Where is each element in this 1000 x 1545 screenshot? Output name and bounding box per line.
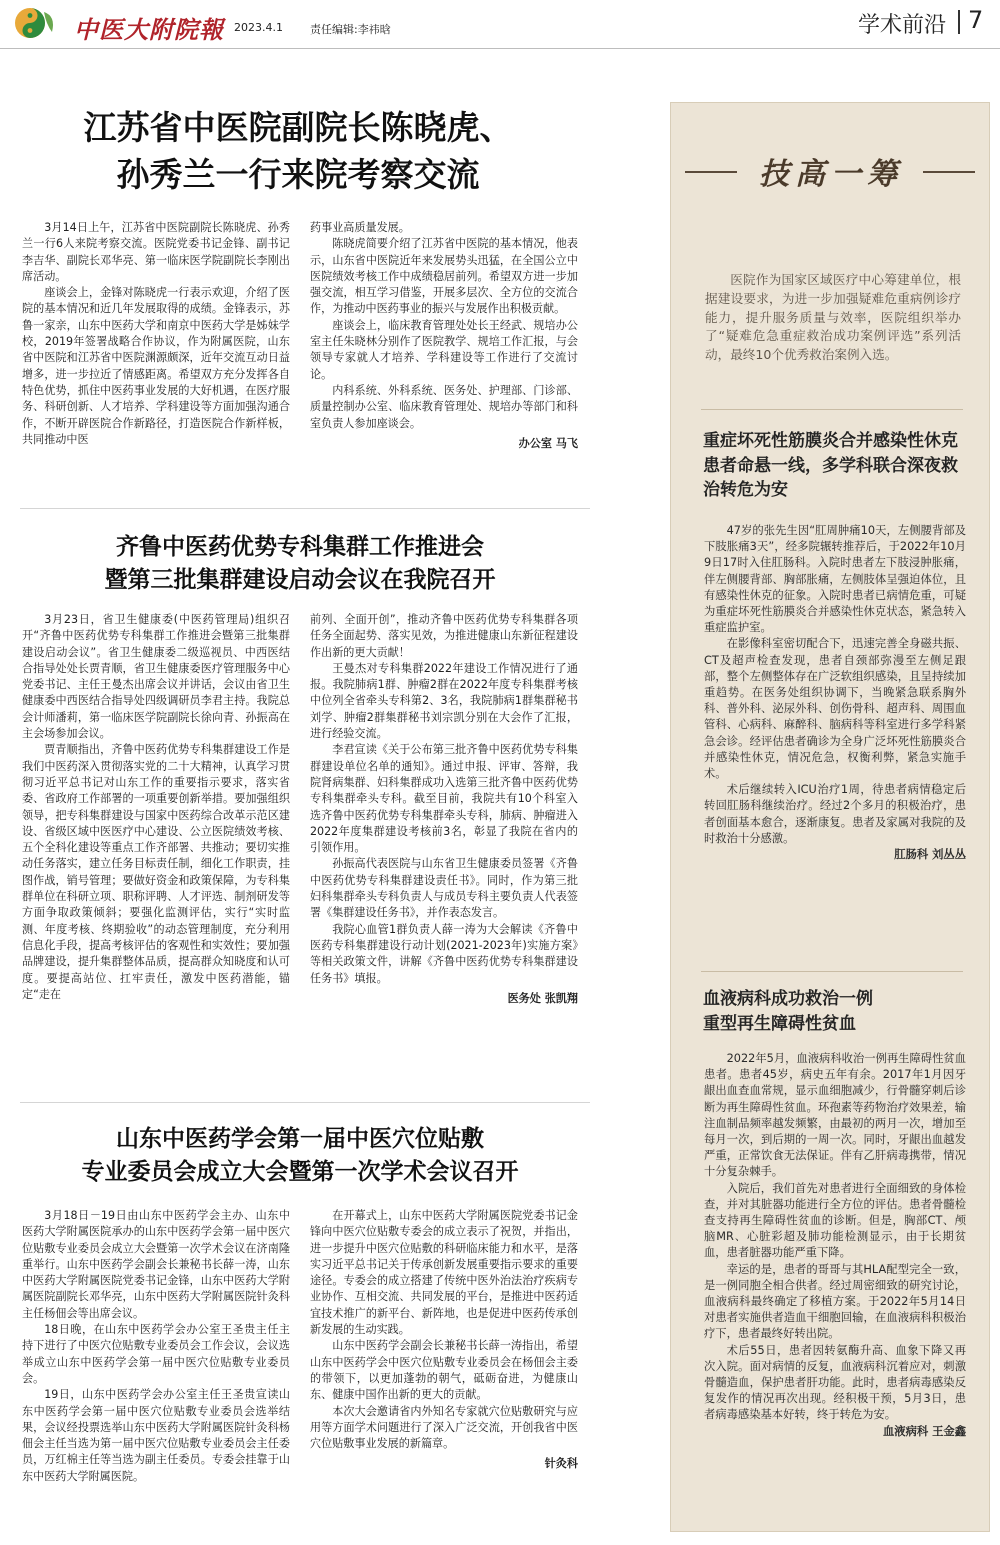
paragraph: 18日晚，在山东中医药学会办公室王圣贵主任主持下进行了中医穴位贴敷专业委员会工作会议，会议选举成立山东中医药学会第一届中医穴位贴敷专业委员会。 — [22, 1323, 290, 1385]
article2-byline: 医务处 张凯翔 — [507, 991, 578, 1005]
article1-column1 — [22, 220, 290, 448]
story2-headline-line1: 血液病科成功救治一例 — [703, 989, 873, 1009]
paragraph: 47岁的张先生因“肛周肿痛10天，左侧腰背部及下肢胀痛3天”，经多院辗转推荐后，于2022年10月9日17时入住肛肠科。入院时患者左下肢浸肿胀痛，伴左侧腰背部、胸部胀痛，左侧肢体呈强迫体位，且有感染性休克的征象。入院时患者已病情危重，可疑为重症坏死性筋膜炎合并感染性休克状态，紧急转入重症监护室。 — [704, 524, 966, 635]
paragraph: 3月23日，省卫生健康委(中医药管理局)组织召开“齐鲁中医药优势专科集群工作推进会暨第三批集群建设启动会议”。省卫生健康委二级巡视员、中西医结合指导处处长贾青顺，省卫生健康委医疗管理服务中心党委书记、主任王曼杰出席会议并讲话，会议由省卫生健康委中西医结合指导处四级调研员李君主持。我院总会计师潘莉，第一临床医学院副院长徐向青、孙振高在主会场参加会议。 — [22, 613, 290, 741]
sidebar-divider — [701, 409, 963, 410]
paragraph: 王曼杰对专科集群2022年建设工作情况进行了通报。我院肺病1群、肿瘤2群在2022年度专科集群考核中位列全省牵头专科第2、3名，我院肺病1群集群秘书刘学、肿瘤2群集群秘书刘宗凯分别在大会作了汇报，进行经验交流。 — [310, 661, 578, 741]
sidebar-title-block — [671, 141, 989, 201]
sidebar-panel — [670, 102, 990, 1532]
story1-byline: 肛肠科 刘丛丛 — [894, 848, 966, 862]
paragraph: 在开幕式上，山东中医药大学附属医院党委书记金锋向中医穴位贴敷专委会的成立表示了祝贺，并指出，进一步提升中医穴位贴敷的科研临床能力和水平，是落实习近平总书记关于传承创新发展重要指示要求的重要途径。专委会的成立搭建了传统中医外治法治疗疾病专业协作、互相交流、共同发展的平台，是推进中医药适宜技术推广的新平台、新阵地，也是促进中医药传承创新发展的生动实践。 — [310, 1209, 578, 1337]
masthead — [0, 0, 1000, 49]
article-divider — [20, 508, 590, 509]
article2-headline — [20, 530, 580, 596]
page-number: 7 — [968, 6, 984, 34]
article2-headline-line2: 暨第三批集群建设启动会议在我院召开 — [104, 566, 496, 593]
paragraph: 药事业高质量发展。 — [310, 221, 410, 234]
article1-byline: 办公室 马飞 — [518, 436, 578, 450]
paragraph: 李君宣读《关于公布第三批齐鲁中医药优势专科集群建设单位名单的通知》。通过申报、评审、答辩，我院肾病集群、妇科集群成功入选第三批齐鲁中医药优势专科集群牵头专科。截至目前，我院共有10个科室入选齐鲁中医药优势专科集群牵头专科，肺病、肿瘤进入2022年度集群建设考核前3名，彰显了我院在省内的引领作用。 — [310, 743, 578, 855]
paragraph: 内科系统、外科系统、医务处、护理部、门诊部、质量控制办公室、临床教育管理处、规培办等部门和科室负责人参加座谈会。 — [310, 383, 578, 430]
article2-column2 — [310, 612, 578, 1007]
article3-byline: 针灸科 — [544, 1457, 578, 1471]
article1-column2 — [310, 220, 578, 452]
sidebar-title: 技高一筹 — [759, 157, 903, 192]
article-divider — [20, 1102, 590, 1103]
article1-headline-line1: 江苏省中医院副院长陈晓虎、 — [83, 108, 513, 147]
paragraph: 山东中医药学会副会长兼秘书长薛一涛指出，希望山东中医药学会中医穴位贴敷专业委员会在杨佃会主委的带领下，以更加蓬勃的朝气，砥砺奋进，为健康山东、健康中国作出新的更大的贡献。 — [310, 1339, 578, 1402]
paragraph: 19日，山东中医药学会办公室主任王圣贵宣读山东中医药学会第一届中医穴位贴敷专业委员会选举结果，会议经投票选举山东中医药大学附属医院针灸科杨佃会主任当选为第一届中医穴位贴敷专业委员会主任委员，万红棉主任等当选为副主任委员。专委会挂靠于山东中医药大学附属医院。 — [22, 1388, 290, 1483]
article1-headline — [18, 104, 578, 198]
story2-headline — [703, 987, 965, 1036]
paragraph: 3月14日上午，江苏省中医院副院长陈晓虎、孙秀兰一行6人来院考察交流。医院党委书记金锋、副书记李吉华、副院长邓华亮、第一临床医学院副院长李刚出席活动。 — [22, 221, 290, 283]
article1-headline-line2: 孙秀兰一行来院考察交流 — [116, 155, 480, 194]
masthead-separator — [958, 10, 960, 34]
paragraph: 3月18日－19日由山东中医药学会主办、山东中医药大学附属医院承办的山东中医药学会第一届中医穴位贴敷专业委员会成立大会暨第一次学术会议在济南隆重举行。山东中医药学会副会长兼秘书长薛一涛，山东中医药大学附属医院党委书记金锋，山东中医药大学附属医院副院长邓华亮，山东中医药大学附属医院针灸科主任杨佃会等出席会议。 — [22, 1209, 290, 1320]
paragraph: 座谈会上，金锋对陈晓虎一行表示欢迎，介绍了医院的基本情况和近几年发展取得的成绩。金锋表示，苏鲁一家亲，山东中医药大学和南京中医药大学是姊妹学校，2019年签署战略合作协议，作为附属医院，山东省中医院和江苏省中医院渊源颇深，近年交流互动日益增多，进一步拉近了情感距离。希望双方充分发挥各自特色优势，抓住中医药事业发展的大好机遇，在医疗服务、科研创新、人才培养、学科建设等方面加强沟通合作，不断开辟医院合作新路径，打造医院合作新样板，共同推动中医 — [22, 286, 290, 446]
paragraph: 术后55日，患者因转氨酶升高、血象下降又再次入院。面对病情的反复，血液病科沉着应对，刺激骨髓造血，保护患者肝功能。此时，患者病毒感染反复发作的情况再次出现。经积极干预，5月3日，患者病毒感染基本好转，终于转危为安。 — [704, 1343, 966, 1422]
article3-column2 — [310, 1208, 578, 1473]
paragraph: 贾青顺指出，齐鲁中医药优势专科集群建设工作是我们中医药深入贯彻落实党的二十大精神，认真学习贯彻习近平总书记对山东工作的重要指示要求，落实省委、省政府工作部署的一项重要创新举措。要加强组织领导，把专科集群建设与国家中医药综合改革示范区建设、省级区域中医医疗中心建设、公立医院绩效考核、五个全科化建设等重点工作齐部署、共推动；要切实推动任务落实，建立任务目标责任制，细化工作职责，挂图作战，销号管理；要做好资金和政策保障，为专科集群单位在科研立项、职称评聘、人才评选、制剂研发等方面争取政策倾斜；要强化监测评估，实行“实时监测、年度考核、终期验收”的动态管理制度，充分利用信息化手段，提高考核评估的客观性和实效性；要加强品牌建设，提升集群整体品质，提高群众知晓度和认可度。要提高站位、扛牢责任，激发中医药潜能，锚定“走在 — [22, 743, 290, 1001]
issue-date: 2023.4.1 — [234, 21, 283, 34]
story2-byline: 血液病科 王金鑫 — [882, 1424, 966, 1438]
paper-name: 中医大附院報 — [74, 15, 224, 44]
paragraph: 本次大会邀请省内外知名专家就穴位贴敷研究与应用等方面学术问题进行了深入广泛交流，开创我省中医穴位贴敷事业发展的新篇章。 — [310, 1404, 578, 1451]
paragraph: 陈晓虎简要介绍了江苏省中医院的基本情况，他表示，山东省中医院近年来发展势头迅猛，在全国公立中医院绩效考核工作中成绩稳居前列。希望双方进一步加强交流，相互学习借鉴，开展多层次、全方位的交流合作，为推动中医药事业的振兴与发展作出积极贡献。 — [310, 237, 578, 316]
story2-body — [704, 1051, 966, 1440]
paragraph: 前列、全面开创”，推动齐鲁中医药优势专科集群各项任务全面起势、落实见效，为推进健康山东新征程建设作出新的更大贡献！ — [310, 613, 578, 659]
taiji-leaf-logo-icon — [8, 6, 58, 40]
paragraph: 座谈会上，临床教育管理处处长王经武、规培办公室主任朱晓林分别作了医院教学、规培工作汇报，与会领导专家就人才培养、学科建设等工作进行了交流讨论。 — [310, 318, 578, 381]
paragraph: 孙振高代表医院与山东省卫生健康委员签署《齐鲁中医药优势专科集群建设责任书》。同时，作为第三批妇科集群牵头专科负责人与成员专科主要负责人代表签署《集群建设任务书》，并作表态发言。 — [310, 857, 578, 920]
section-title: 学术前沿 — [858, 13, 947, 38]
article2-column1 — [22, 612, 290, 1003]
sidebar-divider — [701, 971, 963, 972]
title-rule-right — [923, 171, 975, 173]
paragraph: 入院后，我们首先对患者进行全面细致的身体检查，并对其脏器功能进行全方位的评估。患者骨髓检查支持再生障碍性贫血的诊断。但是，胸部CT、颅脑MR、心脏彩超及肺功能检测显示，由于长期贫血，患者脏器功能严重下降。 — [704, 1181, 966, 1260]
paragraph: 在影像科室密切配合下，迅速完善全身磁共振、CT及超声检查发现，患者自颈部弥漫至左侧足跟部，整个左侧整体存在广泛软组织感染，且呈持续加重趋势。在医务处组织协调下，当晚紧急联系胸外科、普外科、泌尿外科、创伤骨科、超声科、周围血管科、心病科、麻醉科、脑病科等科室进行多学科紧急会诊。经评估患者确诊为全身广泛坏死性筋膜炎合并感染性休克，情况危急，权衡利弊，紧急实施手术。 — [704, 637, 966, 781]
paragraph: 2022年5月，血液病科收治一例再生障碍性贫血患者。患者45岁，病史五年有余。2017年1月因牙龈出血查血常规，显示血细胞减少，行骨髓穿刺后诊断为再生障碍性贫血。环孢素等药物治疗效果差，输注血制品频率越发频繁，由最初的两月一次，增加至每月一次，到后期的一周一次。同时，牙龈出血越发严重，正常饮食无法保证。伴有乙肝病毒携带，情况十分复杂棘手。 — [704, 1052, 966, 1179]
article3-headline-line1: 山东中医药学会第一届中医穴位贴敷 — [116, 1125, 484, 1152]
story1-headline: 重症坏死性筋膜炎合并感染性休克患者命悬一线，多学科联合深夜救治转危为安 — [703, 431, 958, 500]
article2-headline-line1: 齐鲁中医药优势专科集群工作推进会 — [116, 533, 484, 560]
article3-column1 — [22, 1208, 290, 1485]
article3-headline-line2: 专业委员会成立大会暨第一次学术会议召开 — [81, 1158, 519, 1185]
paragraph: 我院心血管1群负责人薛一涛为大会解读《齐鲁中医药专科集群建设行动计划(2021-2023年)实施方案》等相关政策文件，讲解《齐鲁中医药优势专科集群建设任务书》填报。 — [310, 922, 578, 985]
article3-headline — [20, 1122, 580, 1188]
responsible-editor: 责任编辑:李祎晗 — [310, 23, 391, 36]
paragraph: 幸运的是，患者的哥哥与其HLA配型完全一致，是一例同胞全相合供者。经过周密细致的研究讨论，血液病科最终确定了移植方案。于2022年5月14日对患者实施供者造血干细胞回输，在血液病科积极治疗下，患者最终好转出院。 — [704, 1262, 966, 1341]
story1-body — [704, 523, 966, 863]
title-rule-left — [685, 171, 737, 173]
story2-headline-line2: 重型再生障碍性贫血 — [703, 1013, 856, 1034]
paragraph: 术后继续转入ICU治疗1周，待患者病情稳定后转回肛肠科继续治疗。经过2个多月的积极治疗，患者创面基本愈合，逐渐康复。患者及家属对我院的及时救治十分感激。 — [704, 783, 966, 845]
sidebar-intro: 医院作为国家区域医疗中心筹建单位，根据建设要求，为进一步加强疑难危重病例诊疗能力，提升服务质量与效率，医院组织举办了“疑难危急重症救治成功案例评选”系列活动，最终10个优秀救治案例入选。 — [705, 272, 961, 363]
